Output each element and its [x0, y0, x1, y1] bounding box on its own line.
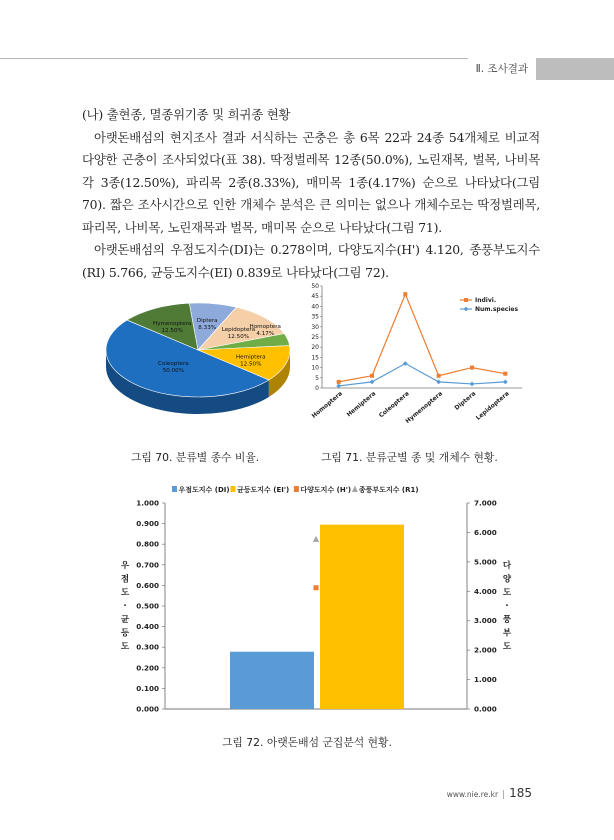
- combo-left-tick-label: 0.700: [136, 560, 159, 570]
- line-marker: [437, 374, 441, 378]
- pie-label-name: Lepidoptera: [221, 326, 256, 333]
- section-header: [468, 58, 614, 80]
- combo-left-tick-label: 0.900: [136, 519, 159, 529]
- combo-point-richness: [313, 536, 319, 542]
- combo-legend-label: 종풍부도지수 (R1): [358, 486, 419, 494]
- line-marker: [436, 379, 441, 384]
- pie-label-name: Hemiptera: [235, 354, 266, 361]
- pie-label-value: 50.00%: [162, 368, 185, 375]
- line-marker: [503, 372, 507, 376]
- pie-label-name: Hymenoptera: [153, 321, 192, 328]
- figure-72-combo-chart: [95, 482, 535, 726]
- line-marker: [403, 292, 407, 296]
- line-marker: [337, 380, 341, 384]
- section-label: Ⅱ. 조사결과: [468, 58, 536, 80]
- line-x-tick-label: Diptera: [453, 390, 478, 412]
- section-heading: (나) 출현종, 멸종위기종 및 희귀종 현황: [82, 107, 291, 122]
- pie-label-hemiptera: [236, 354, 266, 367]
- line-y-tick-label: 45: [311, 293, 319, 301]
- paragraph-2: 아랫돈배섬의 우점도지수(DI)는 0.278이며, 다양도지수(H') 4.120, 종풍부도지수(RI) 5.766, 균등도지수(EI) 0.839로 나타났다(그림 72).: [82, 242, 540, 280]
- pie-label-value: 12.50%: [227, 333, 250, 340]
- figure-72-caption: 그림 72. 아랫돈배섬 군집분석 현황.: [222, 736, 392, 749]
- combo-left-tick-label: 0.000: [136, 704, 159, 714]
- combo-legend-item-2: [294, 485, 351, 494]
- combo-right-tick-label: 7.000: [474, 498, 497, 508]
- combo-left-tick-label: 0.200: [136, 663, 159, 673]
- line-marker: [370, 379, 375, 384]
- figure-71-line-chart: [302, 282, 532, 446]
- combo-legend-item-1: [231, 485, 290, 494]
- pie-label-name: Coleoptera: [158, 361, 189, 368]
- line-y-tick-label: 10: [311, 364, 319, 372]
- pie-label-value: 12.50%: [161, 328, 183, 335]
- combo-left-tick-label: 0.400: [136, 622, 159, 632]
- combo-right-tick-label: 6.000: [474, 527, 497, 537]
- pie-label-value: 4.17%: [256, 331, 275, 338]
- figure-70-pie-chart: [98, 290, 298, 444]
- combo-left-axis-title: 우 점 도 · 균 등 도: [120, 561, 130, 652]
- line-y-tick-label: 20: [311, 344, 319, 352]
- line-x-tick-label: Hymenoptera: [404, 390, 444, 426]
- line-y-tick-label: 30: [311, 323, 319, 331]
- line-y-tick-label: 25: [311, 334, 319, 341]
- line-series-1: [339, 364, 506, 386]
- combo-right-tick-label: 3.000: [474, 616, 497, 626]
- line-marker: [403, 361, 408, 366]
- combo-legend-label: 균등도지수 (EI'): [237, 486, 290, 494]
- line-y-tick-label: 40: [311, 303, 319, 311]
- section-tab: [536, 58, 614, 80]
- combo-left-tick-label: 0.100: [136, 683, 159, 693]
- combo-left-tick-label: 0.600: [136, 580, 159, 590]
- pie-label-name: Homoptera: [249, 324, 281, 331]
- pie-label-value: 12.50%: [240, 361, 262, 368]
- combo-left-tick-label: 0.800: [136, 539, 159, 549]
- combo-legend-label: 우점도지수 (DI): [178, 486, 230, 494]
- body-text: [82, 104, 540, 284]
- line-marker: [470, 366, 474, 370]
- combo-right-tick-label: 5.000: [474, 557, 497, 567]
- line-x-tick-label: Lepidoptera: [474, 390, 511, 422]
- combo-right-tick-label: 1.000: [474, 675, 497, 685]
- line-legend-marker: [464, 307, 469, 312]
- combo-bar-0: [230, 652, 314, 709]
- line-marker: [370, 374, 374, 378]
- combo-bar-1: [320, 525, 404, 709]
- line-legend-marker: [464, 298, 468, 302]
- line-x-tick-label: Homoptera: [310, 390, 344, 420]
- page-number: 185: [509, 786, 532, 800]
- page-footer: [447, 782, 532, 801]
- combo-right-tick-label: 0.000: [474, 704, 497, 714]
- paragraph-1: 아랫돈배섬의 현지조사 결과 서식하는 곤충은 총 6목 22과 24종 54개체로 비교적 다양한 곤충이 조사되었다(표 38). 딱정벌레목 12종(50.0%), 노린재목, 벌목, 나비목 각 3종(12.50%), 파리목 2종(8.33%), 매미목 1종(4.17%) 순으로 나타났다(그림 70). 짧은 조사시간으로 인한 개체수 분석은 큰 의미는 없으나 개체수로는 딱정벌레목, 파리목, 나비목, 노린재목과 벌목, 매미목 순으로 나타났다(그림 71).: [82, 129, 540, 235]
- combo-right-tick-label: 2.000: [474, 645, 497, 655]
- line-marker: [470, 382, 475, 387]
- pie-svg: [98, 290, 298, 440]
- line-y-tick-label: 35: [311, 313, 319, 321]
- line-legend-label: Num.species: [475, 306, 519, 314]
- combo-left-tick-label: 0.300: [136, 642, 159, 652]
- pie-label-name: Diptera: [196, 318, 218, 325]
- combo-legend-swatch: [231, 486, 236, 492]
- line-y-tick-label: 50: [311, 283, 319, 290]
- combo-svg: [95, 482, 535, 722]
- line-y-tick-label: 0: [315, 385, 319, 392]
- combo-right-tick-label: 4.000: [474, 586, 497, 596]
- combo-legend-label: 다양도지수 (H'): [300, 486, 352, 494]
- figure-71-caption: 그림 71. 분류군별 종 및 개체수 현황.: [321, 451, 498, 464]
- line-marker: [503, 379, 508, 384]
- line-svg: [302, 282, 532, 442]
- combo-left-tick-label: 0.500: [136, 601, 159, 611]
- line-x-tick-label: Coleoptera: [377, 390, 411, 420]
- pie-label-value: 8.33%: [198, 325, 217, 332]
- figure-70-caption: 그림 70. 분류별 종수 비율.: [131, 451, 260, 464]
- combo-legend-swatch: [352, 486, 358, 493]
- combo-left-tick-label: 1.000: [136, 498, 159, 508]
- line-x-tick-label: Hemiptera: [345, 390, 378, 419]
- combo-legend-item-0: [172, 485, 230, 494]
- combo-point-diversity: [314, 585, 319, 590]
- pie-label-diptera: [197, 318, 218, 331]
- combo-legend-swatch: [172, 486, 177, 492]
- combo-right-axis-title: 다 양 도 · 풍 부 도: [502, 561, 512, 652]
- footer-url: www.nie.re.kr: [446, 790, 499, 799]
- line-legend-label: Indivi.: [475, 297, 497, 305]
- line-y-tick-label: 15: [311, 354, 319, 362]
- line-y-tick-label: 5: [315, 374, 319, 382]
- combo-legend-swatch: [294, 486, 299, 492]
- footer-separator: |: [502, 790, 506, 800]
- combo-legend-item-3: [352, 485, 419, 494]
